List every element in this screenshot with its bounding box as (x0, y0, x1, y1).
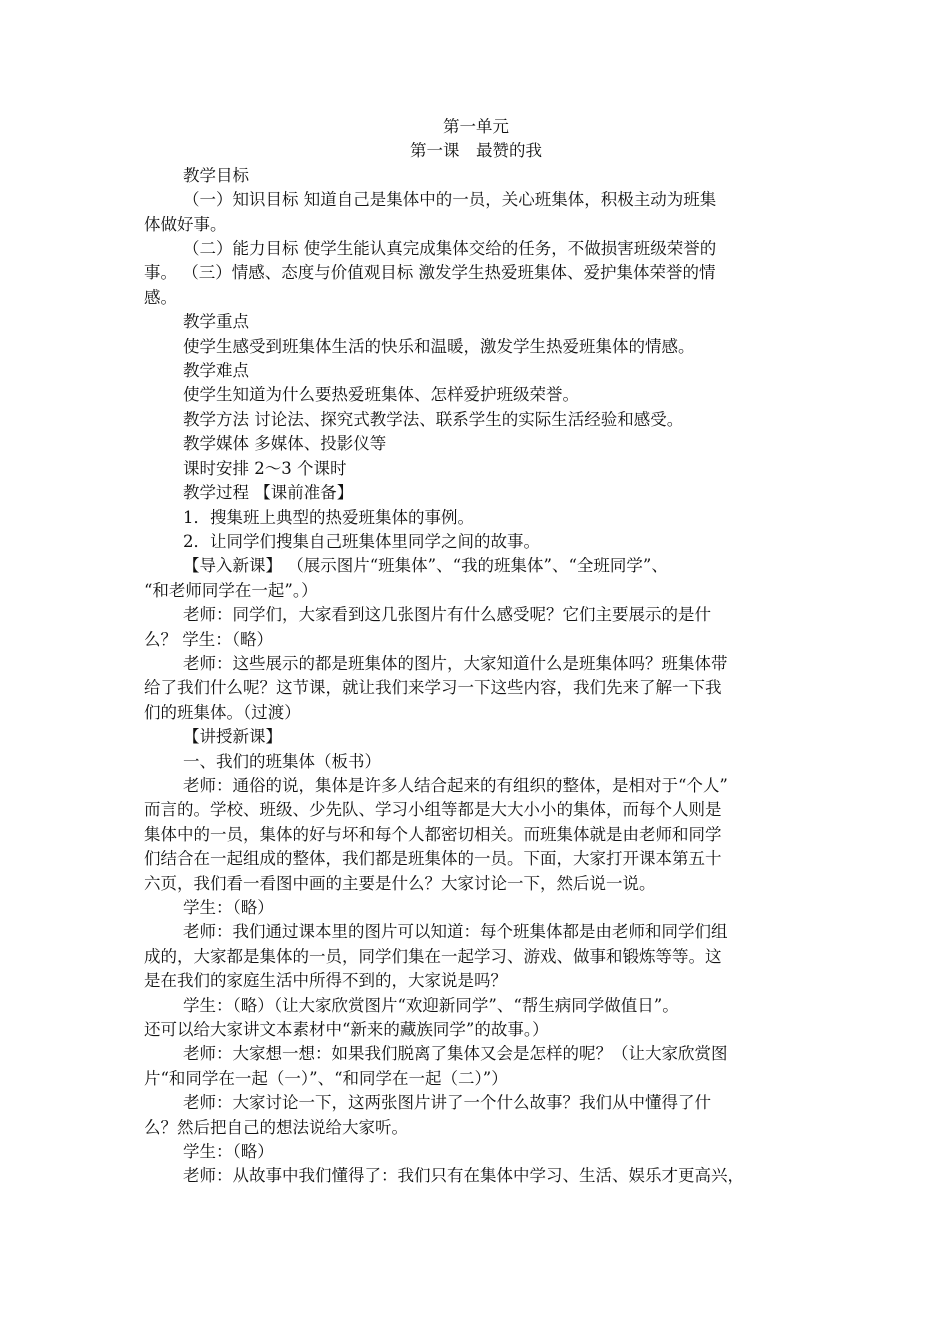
text-line: 们结合在一起组成的整体，我们都是班集体的一员。下面，大家打开课本第五十 (144, 849, 722, 869)
text-line: 片“和同学在一起（一）”、“和同学在一起（二）”） (144, 1068, 508, 1088)
text-line: 老师：这些展示的都是班集体的图片，大家知道什么是班集体吗？班集体带 (183, 653, 728, 673)
text-line: 还可以给大家讲文本素材中“新来的藏族同学”的故事。） (144, 1020, 549, 1040)
text-line: 使学生知道为什么要热爱班集体、怎样爱护班级荣誉。 (183, 385, 579, 405)
document-body (144, 164, 808, 1189)
text-line: 教学重点 (183, 312, 249, 332)
lesson-title: 第一课 最赞的我 (410, 141, 542, 161)
text-line: 教学方法 讨论法、探究式教学法、联系学生的实际生活经验和感受。 (183, 409, 684, 429)
text-line: 集体中的一员，集体的好与坏和每个人都密切相关。而班集体就是由老师和同学 (144, 824, 722, 844)
text-line: 而言的。学校、班级、少先队、学习小组等都是大大小小的集体，而每个人则是 (144, 800, 722, 820)
text-line: 教学目标 (183, 165, 249, 185)
text-line: “和老师同学在一起”。） (144, 580, 318, 600)
text-line: 老师：通俗的说，集体是许多人结合起来的有组织的整体，是相对于“个人” (183, 775, 728, 795)
text-line: 老师：我们通过课本里的图片可以知道：每个班集体都是由老师和同学们组 (183, 922, 728, 942)
text-line: 一、我们的班集体（板书） (183, 751, 381, 771)
text-line: 给了我们什么呢？这节课，就让我们来学习一下这些内容，我们先来了解一下我 (144, 678, 722, 698)
text-line: 学生：（略）（让大家欣赏图片“欢迎新同学”、“帮生病同学做值日”。 (183, 995, 679, 1015)
text-line: 老师：大家想一想：如果我们脱离了集体又会是怎样的呢？（让大家欣赏图 (183, 1044, 728, 1064)
text-line: 们的班集体。（过渡） (144, 702, 301, 722)
text-line: 【讲授新课】 (183, 727, 282, 747)
text-line: 2．让同学们搜集自己班集体里同学之间的故事。 (183, 531, 540, 551)
text-line: 学生：（略） (183, 898, 274, 917)
text-line: （二）能力目标 使学生能认真完成集体交给的任务，不做损害班级荣誉的 (183, 239, 717, 259)
text-line: 事。 （三）情感、态度与价值观目标 激发学生热爱班集体、爱护集体荣誉的情 (144, 263, 716, 283)
unit-title: 第一单元 (443, 117, 509, 136)
text-line: 体做好事。 (144, 214, 227, 234)
text-line: 课时安排 2～3 个课时 (183, 458, 347, 478)
text-line: 1．搜集班上典型的热爱班集体的事例。 (183, 507, 474, 527)
text-line: 是在我们的家庭生活中所得不到的，大家说是吗？ (144, 971, 507, 991)
text-line: 教学过程 【课前准备】 (183, 483, 354, 503)
text-line: 使学生感受到班集体生活的快乐和温暖，激发学生热爱班集体的情感。 (183, 336, 695, 356)
text-line: 老师：大家讨论一下，这两张图片讲了一个什么故事？我们从中懂得了什 (183, 1093, 711, 1113)
text-line: 老师：同学们，大家看到这几张图片有什么感受呢？它们主要展示的是什 (183, 605, 711, 625)
text-line: 学生：（略） (183, 1142, 274, 1162)
text-line: （一）知识目标 知道自己是集体中的一员，关心班集体，积极主动为班集 (183, 190, 717, 210)
text-line: 感。 (144, 287, 177, 307)
document-page (144, 115, 808, 1189)
text-line: 【导入新课】 （展示图片“班集体”、“我的班集体”、“全班同学”、 (183, 556, 668, 576)
text-line: 么？然后把自己的想法说给大家听。 (144, 1117, 408, 1137)
text-line: 教学难点 (183, 361, 249, 381)
text-line: 六页，我们看一看图中画的主要是什么？大家讨论一下，然后说一说。 (144, 873, 656, 893)
text-line: 成的，大家都是集体的一员，同学们集在一起学习、游戏、做事和锻炼等等。这 (144, 946, 722, 966)
text-line: 么？ 学生：（略） (144, 629, 273, 649)
text-line: 教学媒体 多媒体、投影仪等 (183, 434, 387, 454)
text-line: 老师：从故事中我们懂得了：我们只有在集体中学习、生活、娱乐才更高兴， (183, 1166, 744, 1186)
